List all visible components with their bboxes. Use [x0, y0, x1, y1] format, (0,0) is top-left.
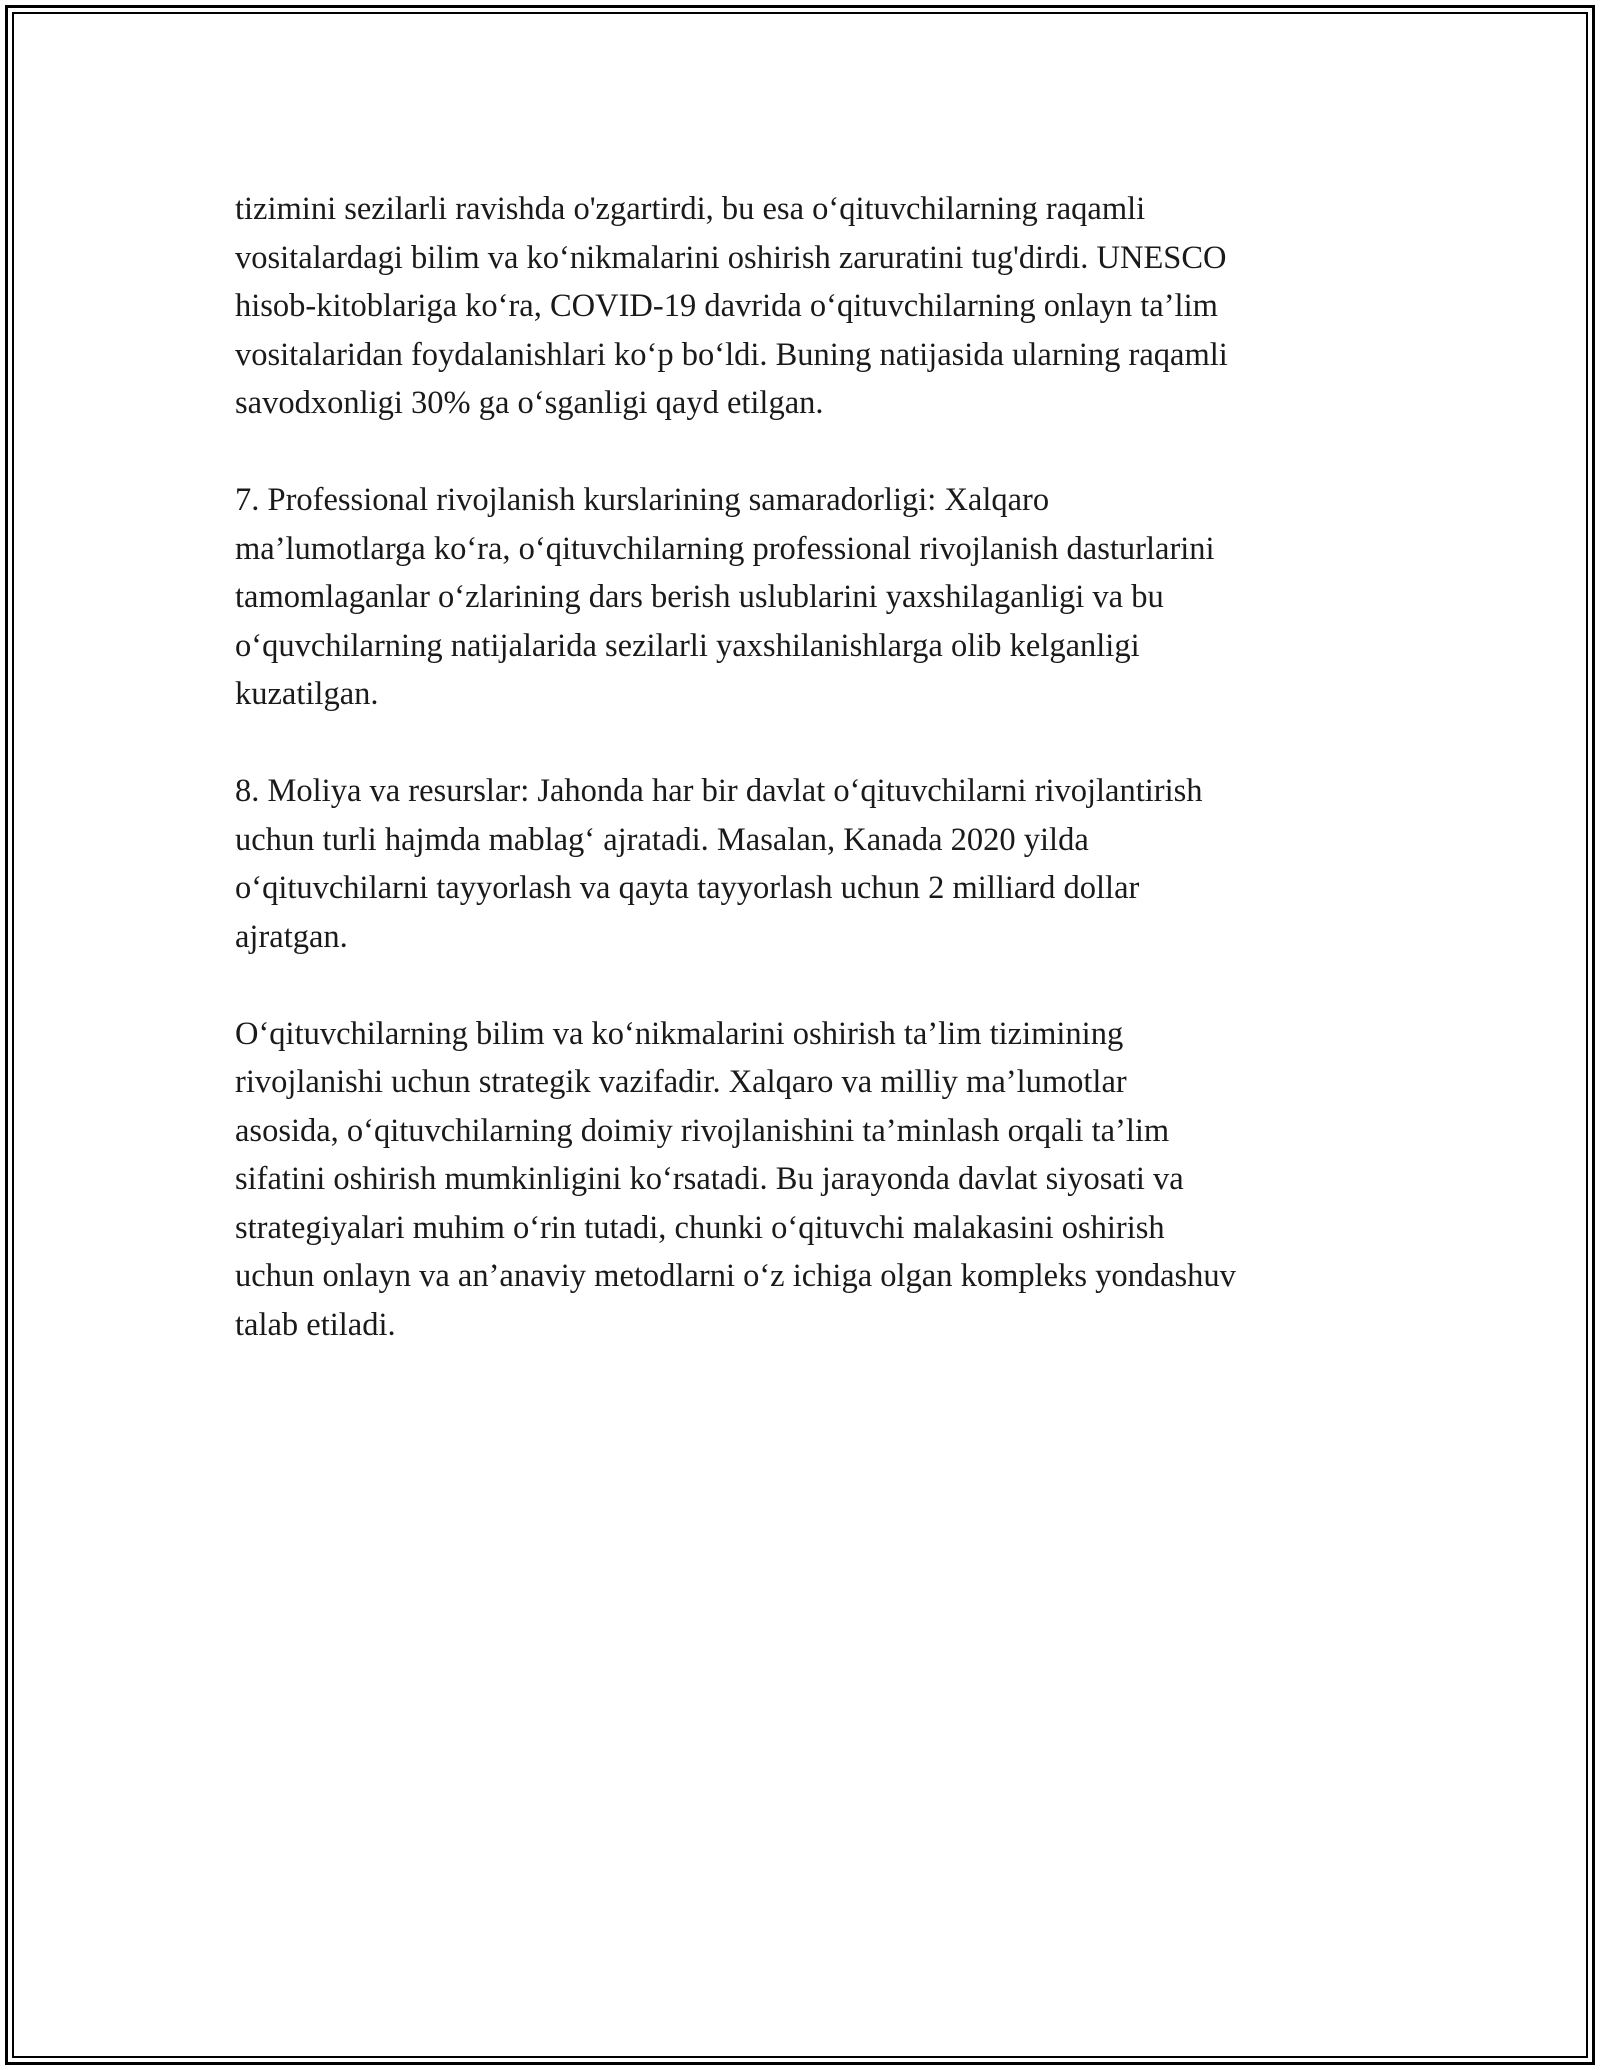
- text-line: O‘qituvchilarning bilim va ko‘nikmalarini oshirish ta’lim tizimining: [235, 1015, 1124, 1052]
- text-line: uchun onlayn va an’anaviy metodlarni o‘z ichiga olgan kompleks yondashuv: [235, 1258, 1236, 1294]
- text-line: sifatini oshirish mumkinligini ko‘rsatadi. Bu jarayonda davlat siyosati va: [235, 1161, 1184, 1197]
- text-line: tizimini sezilarli ravishda o'zgartirdi, bu esa o‘qituvchilarning raqamli: [235, 191, 1146, 227]
- paragraph-finance-resources: [235, 767, 1385, 961]
- text-line: ajratgan.: [235, 918, 348, 955]
- text-line: strategiyalari muhim o‘rin tutadi, chunki o‘qituvchi malakasini oshirish: [235, 1209, 1165, 1246]
- text-line: o‘quvchilarning natijalarida sezilarli yaxshilanishlarga olib kelganligi: [235, 627, 1140, 664]
- document-body: [235, 185, 1385, 1398]
- text-line: savodxonligi 30% ga o‘sganligi qayd etilgan.: [235, 385, 824, 421]
- text-line: o‘qituvchilarni tayyorlash va qayta tayyorlash uchun 2 milliard dollar: [235, 870, 1140, 906]
- text-line: hisob-kitoblariga ko‘ra, COVID-19 davrida o‘qituvchilarning onlayn ta’lim: [235, 288, 1218, 324]
- text-line: ma’lumotlarga ko‘ra, o‘qituvchilarning professional rivojlanish dasturlarini: [235, 530, 1215, 567]
- text-line: vositalardagi bilim va ko‘nikmalarini oshirish zaruratini tug'dirdi. UNESCO: [235, 239, 1227, 276]
- text-line: 7. Professional rivojlanish kurslarining samaradorligi: Xalqaro: [235, 482, 1050, 518]
- paragraph-professional-development: [235, 476, 1385, 719]
- text-line: talab etiladi.: [235, 1306, 396, 1343]
- text-line: tamomlaganlar o‘zlarining dars berish uslublarini yaxshilaganligi va bu: [235, 579, 1164, 615]
- text-line: vositalaridan foydalanishlari ko‘p bo‘ldi. Buning natijasida ularning raqamli: [235, 336, 1228, 373]
- text-line: asosida, o‘qituvchilarning doimiy rivojlanishini ta’minlash orqali ta’lim: [235, 1112, 1170, 1149]
- text-line: rivojlanishi uchun strategik vazifadir. Xalqaro va milliy ma’lumotlar: [235, 1064, 1127, 1100]
- text-line: kuzatilgan.: [235, 676, 379, 712]
- paragraph-conclusion: [235, 1010, 1385, 1350]
- text-line: 8. Moliya va resurslar: Jahonda har bir davlat o‘qituvchilarni rivojlantirish: [235, 773, 1203, 809]
- paragraph-digital-literacy: [235, 185, 1385, 428]
- text-line: uchun turli hajmda mablag‘ ajratadi. Masalan, Kanada 2020 yilda: [235, 821, 1089, 858]
